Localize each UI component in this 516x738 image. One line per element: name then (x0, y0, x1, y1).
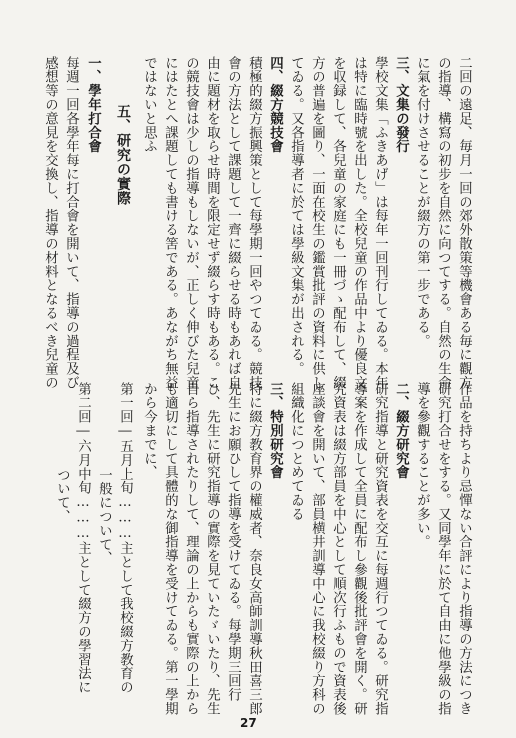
text-column: 會の方法として課題して一齊に綴らせる時もあれば自 (225, 56, 241, 390)
schedule-item-continuation: 一般について、 (96, 468, 112, 566)
text-column: 方の普遍を圖り、一面在校生の鑑賞批評の資料に供し (309, 56, 325, 390)
text-column: に氣を付けさせることが綴方の第一步である。 (414, 56, 430, 348)
text-column: 研究指導と研究資表を交互に每週行つてゐる。研究指 (372, 382, 388, 716)
text-column: 自ら指導されたりして、理論の上からも實際の上から (183, 382, 199, 716)
text-column: にはたとへ課題しても書ける筈である。あながち無益 (162, 56, 178, 390)
section-heading: 四、綴方競技會 (267, 56, 284, 154)
text-column: は特に臨時號を出した。全校兒童の作品中より優良文 (351, 56, 367, 390)
text-column: 每週一回各學年每に打合會を開いて、指導の過程及び (63, 56, 79, 390)
text-column: から今までに、 (141, 382, 157, 480)
text-column: 積極的綴方振興策として每學期一回やつてゐる。競技 (246, 56, 262, 390)
section-heading: 一、學年打合會 (85, 56, 102, 154)
text-column: 由に題材を取らせ時間を限定せず綴らす時もある。こ (204, 56, 220, 390)
schedule-item: 第一回―五月上旬………主として我校綴方教育の (117, 382, 133, 695)
text-column: 座談會を開いて、部員横井訓導中心に我校綴り方科の (309, 382, 325, 716)
text-column: 作品を持ちより忌憚ない合評により指導の方法につき (456, 382, 472, 716)
text-column: 特に綴方教育界の權威者、奈良女高師訓導秋田喜三郎 (246, 382, 262, 716)
text-column: 二回の遠足、毎月一回の郊外散策等機會ある毎に觀方 (456, 56, 472, 390)
schedule-item-continuation: ついて、 (54, 468, 70, 524)
text-column: ひ、先生に研究指導の實際を見ていたゞいたり、先生 (204, 382, 220, 716)
text-column: 先生にお願ひして指導を受けてゐる。每學期三回行 (225, 382, 241, 702)
text-column: も適切にして具體的な御指導を受けてゐる。第一學期 (162, 382, 178, 716)
text-column: の競技會は少しの指導もしないが、正しく伸びた兒童 (183, 56, 199, 390)
text-column: 究資表は綴方部員を中心として順次行ふもので資表後 (330, 382, 346, 716)
section-heading: 三、特別研究會 (267, 382, 284, 480)
text-column: 導を參觀することが多い。 (414, 382, 430, 549)
text-column: 感想等の意見を交換し、指導の材料となるべき兒童の (42, 56, 58, 390)
text-column: の指導、構寫の初步を自然に向つてする。自然の生命 (435, 56, 451, 390)
text-column: 導案を作成して全員に配布し參觀後批評會を開く。研 (351, 382, 367, 716)
text-column: ではないと思ふ (141, 56, 157, 154)
page-number: 27 (240, 716, 257, 730)
chapter-heading: 五、研究の實際 (115, 104, 131, 206)
section-heading: 三、文集の發行 (393, 56, 410, 154)
text-column: 組織化につとめてゐる (288, 382, 304, 521)
text-column: 研究打合せをする。又同學年に於て自由に他學級の指 (435, 382, 451, 716)
text-column: を収録して、各兒童の家庭にも一冊づゝ配布して、綴 (330, 56, 346, 390)
text-column: てゐる。又各指導者に於ては學級文集が出される。 (288, 56, 304, 376)
section-heading: 二、綴方研究會 (393, 382, 410, 480)
schedule-item: 第二回―六月中旬………主として綴方の學習法に (75, 382, 91, 695)
text-column: 學校文集「ふきあげ」は每年一回刊行してゐる。本年 (372, 56, 388, 390)
